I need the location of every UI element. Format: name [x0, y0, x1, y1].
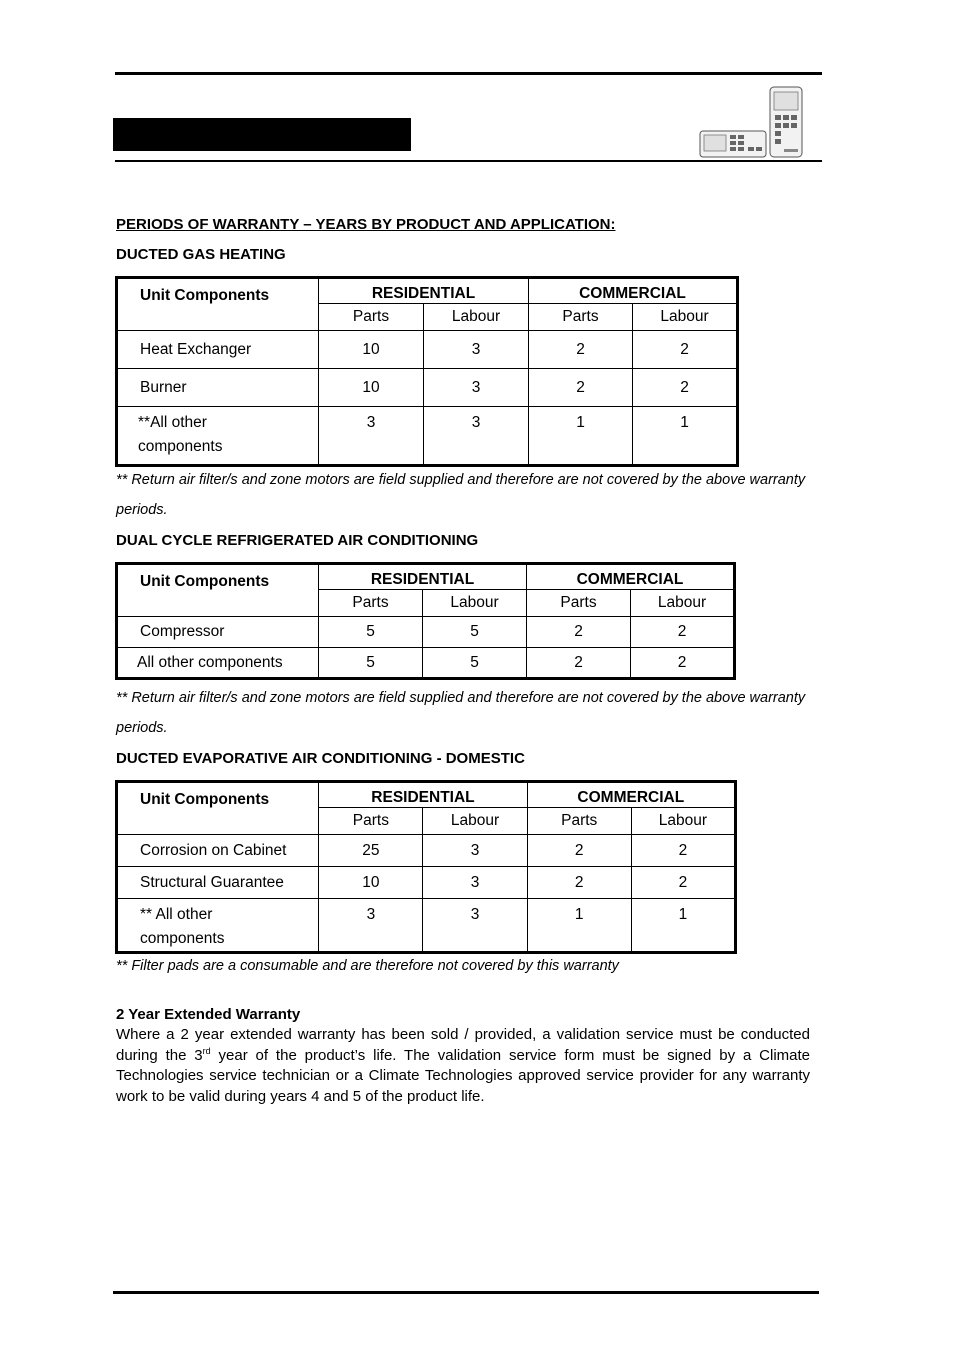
gas-heating-footnote-cont: periods. — [116, 502, 168, 518]
com-parts-value: 1 — [529, 407, 633, 466]
com-parts-value: 2 — [529, 331, 633, 369]
res-labour-value: 3 — [424, 331, 529, 369]
res-parts-value: 5 — [319, 617, 423, 648]
col-header-commercial: COMMERCIAL — [529, 278, 738, 304]
refrigerated-footnote: ** Return air filter/s and zone motors are field supplied and therefore are not covered by the above warranty — [116, 690, 806, 706]
col-header-unit-components: Unit Components — [117, 278, 319, 331]
com-parts-value: 1 — [527, 899, 631, 953]
com-labour-value: 2 — [631, 867, 735, 899]
header-bottom-rule — [115, 160, 822, 162]
subheader-commercial-parts: Parts — [527, 808, 631, 835]
com-parts-value: 2 — [529, 369, 633, 407]
table-row — [117, 648, 735, 679]
row-component: **All other components — [117, 407, 319, 466]
table-row — [117, 835, 736, 867]
res-labour-value: 5 — [423, 617, 527, 648]
com-labour-value: 2 — [631, 617, 735, 648]
com-parts-value: 2 — [527, 835, 631, 867]
res-parts-value: 10 — [319, 867, 423, 899]
subheader-residential-labour: Labour — [423, 590, 527, 617]
subheader-commercial-labour: Labour — [631, 808, 735, 835]
table-row — [117, 867, 736, 899]
col-header-unit-components: Unit Components — [117, 782, 319, 835]
section-title-evaporative: DUCTED EVAPORATIVE AIR CONDITIONING - DOMESTIC — [116, 750, 525, 767]
subheader-commercial-labour: Labour — [633, 304, 738, 331]
row-component: Structural Guarantee — [117, 867, 319, 899]
subheader-commercial-parts: Parts — [529, 304, 633, 331]
col-header-commercial: COMMERCIAL — [527, 564, 735, 590]
header-top-rule — [115, 72, 822, 75]
com-labour-value: 2 — [631, 835, 735, 867]
com-labour-value: 1 — [633, 407, 738, 466]
gas-heating-footnote: ** Return air filter/s and zone motors are field supplied and therefore are not covered by the above warranty — [116, 472, 806, 488]
res-parts-value: 3 — [319, 407, 424, 466]
section-title-refrigerated: DUAL CYCLE REFRIGERATED AIR CONDITIONING — [116, 532, 479, 549]
com-parts-value: 2 — [527, 648, 631, 679]
res-parts-value: 10 — [319, 369, 424, 407]
res-labour-value: 3 — [423, 867, 527, 899]
col-header-commercial: COMMERCIAL — [527, 782, 735, 808]
com-labour-value: 2 — [631, 648, 735, 679]
col-header-unit-components: Unit Components — [117, 564, 319, 617]
gas-heating-warranty-table — [115, 276, 739, 467]
table-row — [117, 899, 736, 953]
subheader-residential-labour: Labour — [424, 304, 529, 331]
table-row — [117, 331, 738, 369]
subheader-residential-labour: Labour — [423, 808, 527, 835]
refrigerated-footnote-cont: periods. — [116, 720, 168, 736]
section-title-gas-heating: DUCTED GAS HEATING — [116, 246, 286, 263]
res-parts-value: 3 — [319, 899, 423, 953]
row-component: Compressor — [117, 617, 319, 648]
res-parts-value: 10 — [319, 331, 424, 369]
thermostat-controller-icon — [698, 85, 808, 159]
header-title-bar — [113, 118, 411, 151]
subheader-residential-parts: Parts — [319, 590, 423, 617]
warranty-periods-heading: PERIODS OF WARRANTY – YEARS BY PRODUCT AND APPLICATION: — [116, 216, 616, 233]
row-component: All other components — [117, 648, 319, 679]
subheader-residential-parts: Parts — [319, 304, 424, 331]
refrigerated-warranty-table — [115, 562, 736, 680]
row-component: Burner — [117, 369, 319, 407]
col-header-residential: RESIDENTIAL — [319, 782, 527, 808]
com-parts-value: 2 — [527, 867, 631, 899]
com-labour-value: 2 — [633, 369, 738, 407]
row-component: ** All other components — [117, 899, 319, 953]
res-labour-value: 3 — [423, 899, 527, 953]
res-parts-value: 5 — [319, 648, 423, 679]
res-labour-value: 3 — [423, 835, 527, 867]
res-labour-value: 5 — [423, 648, 527, 679]
row-component: Heat Exchanger — [117, 331, 319, 369]
subheader-commercial-parts: Parts — [527, 590, 631, 617]
com-labour-value: 1 — [631, 899, 735, 953]
subheader-commercial-labour: Labour — [631, 590, 735, 617]
extended-warranty-text: Where a 2 year extended warranty has been sold / provided, a validation service must be conducted during the 3rd year of the product’s life. The validation service form must be signed by a Climate Technologies service technician or a Climate Technologies approved service provider for any warranty work to be valid during years 4 and 5 of the product life. — [116, 1026, 810, 1105]
res-labour-value: 3 — [424, 369, 529, 407]
table-row — [117, 617, 735, 648]
row-component: Corrosion on Cabinet — [117, 835, 319, 867]
col-header-residential: RESIDENTIAL — [319, 278, 529, 304]
com-labour-value: 2 — [633, 331, 738, 369]
evaporative-footnote: ** Filter pads are a consumable and are therefore not covered by this warranty — [116, 958, 619, 974]
footer-rule — [113, 1291, 819, 1294]
res-labour-value: 3 — [424, 407, 529, 466]
res-parts-value: 25 — [319, 835, 423, 867]
subheader-residential-parts: Parts — [319, 808, 423, 835]
extended-warranty-title: 2 Year Extended Warranty — [116, 1006, 301, 1023]
com-parts-value: 2 — [527, 617, 631, 648]
evaporative-warranty-table — [115, 780, 737, 954]
col-header-residential: RESIDENTIAL — [319, 564, 527, 590]
table-row — [117, 407, 738, 466]
table-row — [117, 369, 738, 407]
